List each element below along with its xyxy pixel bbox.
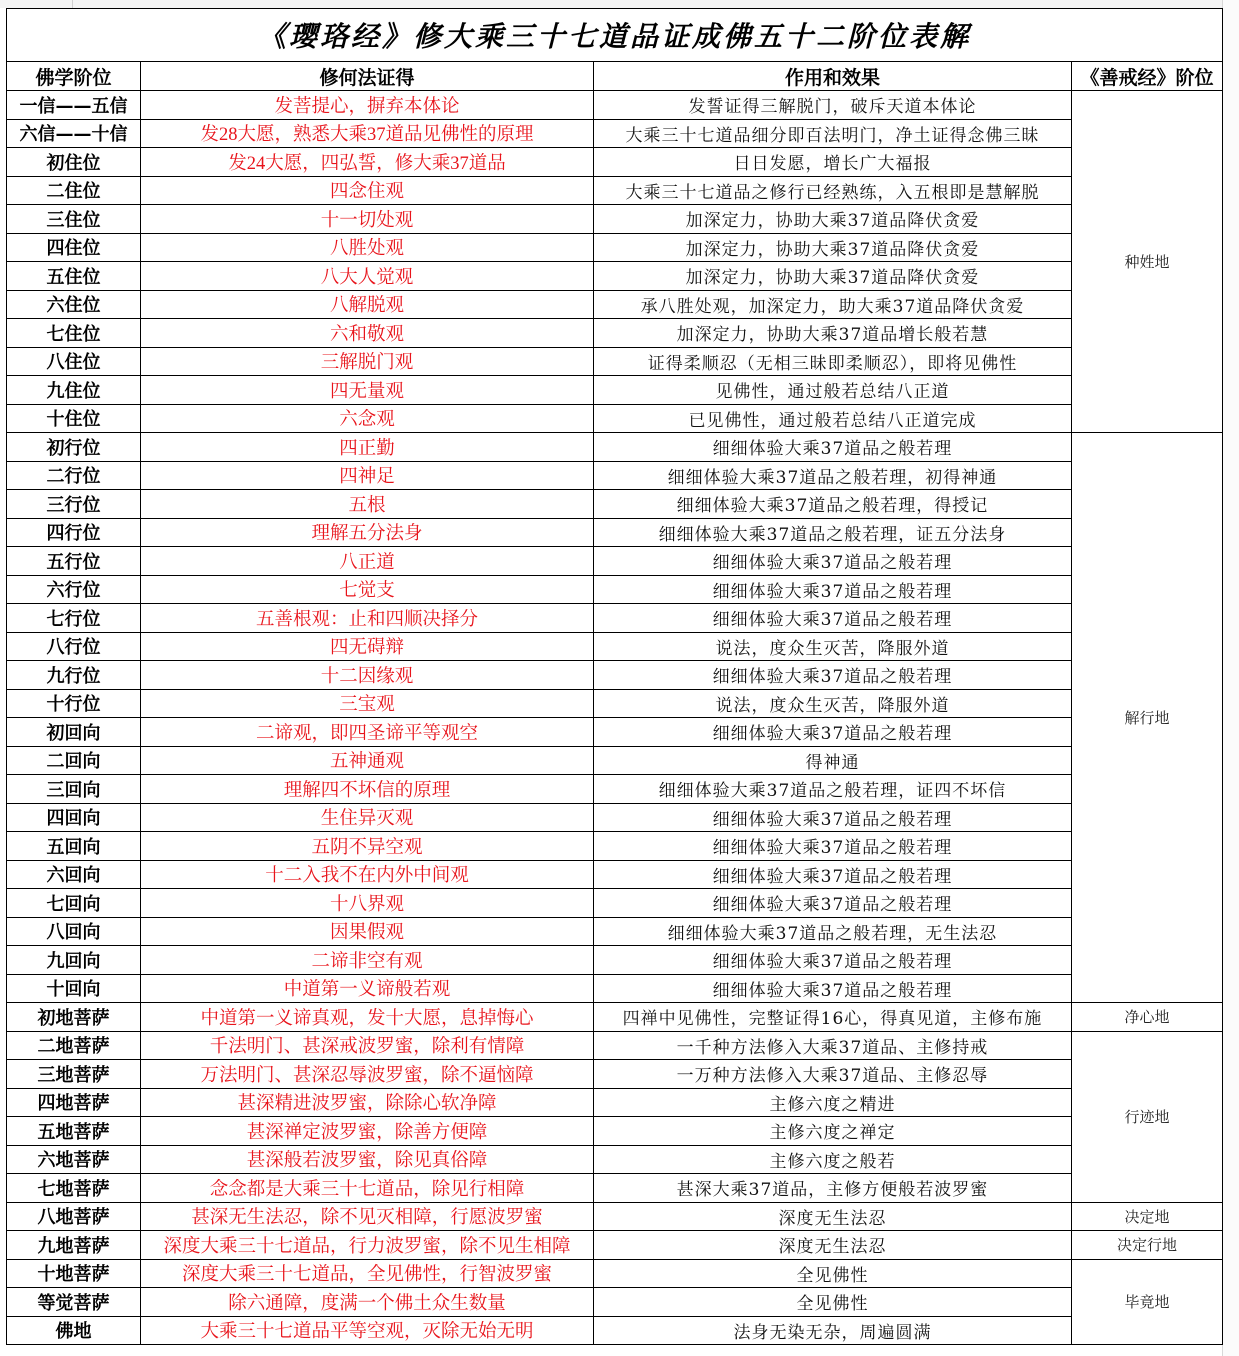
effect-cell[interactable]: 大乘三十七道品细分即百法明门，净土证得念佛三昧 (594, 119, 1072, 148)
stage-cell[interactable]: 三住位 (7, 205, 141, 234)
stage-cell[interactable]: 初回向 (7, 718, 141, 747)
method-cell[interactable]: 甚深无生法忍，除不见灭相障，行愿波罗蜜 (141, 1202, 594, 1231)
method-cell[interactable]: 甚深禅定波罗蜜，除善方便障 (141, 1117, 594, 1146)
stage-cell[interactable]: 八住位 (7, 347, 141, 376)
effect-cell[interactable]: 加深定力，协助大乘37道品降伏贪爱 (594, 233, 1072, 262)
effect-cell[interactable]: 细细体验大乘37道品之般若理 (594, 860, 1072, 889)
table-row (7, 1003, 1223, 1032)
stage-cell[interactable]: 八行位 (7, 632, 141, 661)
effect-cell[interactable]: 全见佛性 (594, 1259, 1072, 1288)
effect-cell[interactable]: 细细体验大乘37道品之般若理，得授记 (594, 490, 1072, 519)
method-cell[interactable]: 七觉支 (141, 575, 594, 604)
stage-cell[interactable]: 二回向 (7, 746, 141, 775)
method-cell[interactable]: 理解四不坏信的原理 (141, 775, 594, 804)
method-cell[interactable]: 八解脱观 (141, 290, 594, 319)
table-row (7, 1259, 1223, 1288)
table-row (7, 661, 1223, 690)
stage-cell[interactable]: 七住位 (7, 319, 141, 348)
effect-cell[interactable]: 细细体验大乘37道品之般若理 (594, 575, 1072, 604)
method-cell[interactable]: 中道第一义谛真观，发十大愿，息掉悔心 (141, 1003, 594, 1032)
table-row (7, 1316, 1223, 1345)
effect-cell[interactable]: 甚深大乘37道品，主修方便般若波罗蜜 (594, 1174, 1072, 1203)
effect-cell[interactable]: 一千种方法修入大乘37道品、主修持戒 (594, 1031, 1072, 1060)
table-row (7, 290, 1223, 319)
effect-cell[interactable]: 证得柔顺忍（无相三昧即柔顺忍），即将见佛性 (594, 347, 1072, 376)
stage-cell[interactable]: 初行位 (7, 433, 141, 462)
table-row (7, 1174, 1223, 1203)
effect-cell[interactable]: 全见佛性 (594, 1288, 1072, 1317)
table-row (7, 689, 1223, 718)
method-cell[interactable]: 中道第一义谛般若观 (141, 974, 594, 1003)
sutra-stage-cell[interactable]: 决定地 (1072, 1202, 1223, 1231)
table-row (7, 974, 1223, 1003)
stage-cell[interactable]: 初地菩萨 (7, 1003, 141, 1032)
method-cell[interactable]: 六念观 (141, 404, 594, 433)
sutra-stage-cell[interactable]: 决定行地 (1072, 1231, 1223, 1260)
method-cell[interactable]: 八胜处观 (141, 233, 594, 262)
method-cell[interactable]: 发菩提心，摒弃本体论 (141, 91, 594, 120)
effect-cell[interactable]: 细细体验大乘37道品之般若理 (594, 974, 1072, 1003)
effect-cell[interactable]: 主修六度之般若 (594, 1145, 1072, 1174)
table-row (7, 946, 1223, 975)
method-cell[interactable]: 除六通障，度满一个佛土众生数量 (141, 1288, 594, 1317)
effect-cell[interactable]: 细细体验大乘37道品之般若理 (594, 661, 1072, 690)
method-cell[interactable]: 大乘三十七道品平等空观，灭除无始无明 (141, 1316, 594, 1345)
stage-cell[interactable]: 九回向 (7, 946, 141, 975)
method-cell[interactable]: 甚深般若波罗蜜，除见真俗障 (141, 1145, 594, 1174)
table-row (7, 461, 1223, 490)
stage-cell[interactable]: 三行位 (7, 490, 141, 519)
effect-cell[interactable]: 说法，度众生灭苦，降服外道 (594, 689, 1072, 718)
stage-cell[interactable]: 五住位 (7, 262, 141, 291)
header-sutra-stage[interactable]: 《善戒经》阶位 (1072, 62, 1223, 91)
stage-cell[interactable]: 二行位 (7, 461, 141, 490)
method-cell[interactable]: 十二入我不在内外中间观 (141, 860, 594, 889)
table-row (7, 233, 1223, 262)
effect-cell[interactable]: 四禅中见佛性，完整证得16心，得真见道，主修布施 (594, 1003, 1072, 1032)
table-row (7, 176, 1223, 205)
table-row (7, 433, 1223, 462)
table-row (7, 832, 1223, 861)
method-cell[interactable]: 二谛非空有观 (141, 946, 594, 975)
effect-cell[interactable]: 大乘三十七道品之修行已经熟练，入五根即是慧解脱 (594, 176, 1072, 205)
stage-cell[interactable]: 四地菩萨 (7, 1088, 141, 1117)
table-row (7, 319, 1223, 348)
stage-cell[interactable]: 二住位 (7, 176, 141, 205)
table-row (7, 1060, 1223, 1089)
method-cell[interactable]: 十八界观 (141, 889, 594, 918)
effect-cell[interactable]: 细细体验大乘37道品之般若理 (594, 889, 1072, 918)
method-cell[interactable]: 发24大愿，四弘誓，修大乘37道品 (141, 148, 594, 177)
stage-cell[interactable]: 六住位 (7, 290, 141, 319)
table-row (7, 119, 1223, 148)
stage-table (6, 8, 1223, 1345)
method-cell[interactable]: 八大人觉观 (141, 262, 594, 291)
table-row (7, 1145, 1223, 1174)
stage-cell[interactable]: 四回向 (7, 803, 141, 832)
method-cell[interactable]: 五善根观：止和四顺决择分 (141, 604, 594, 633)
table-row (7, 718, 1223, 747)
method-cell[interactable]: 四念住观 (141, 176, 594, 205)
table-row (7, 376, 1223, 405)
method-cell[interactable]: 念念都是大乘三十七道品，除见行相障 (141, 1174, 594, 1203)
table-row (7, 490, 1223, 519)
stage-cell[interactable]: 九住位 (7, 376, 141, 405)
effect-cell[interactable]: 细细体验大乘37道品之般若理，证五分法身 (594, 518, 1072, 547)
table-row (7, 917, 1223, 946)
effect-cell[interactable]: 加深定力，协助大乘37道品增长般若慧 (594, 319, 1072, 348)
stage-cell[interactable]: 五行位 (7, 547, 141, 576)
effect-cell[interactable]: 主修六度之禅定 (594, 1117, 1072, 1146)
method-cell[interactable]: 理解五分法身 (141, 518, 594, 547)
stage-cell[interactable]: 四住位 (7, 233, 141, 262)
table-row (7, 148, 1223, 177)
method-cell[interactable]: 八正道 (141, 547, 594, 576)
effect-cell[interactable]: 见佛性，通过般若总结八正道 (594, 376, 1072, 405)
method-cell[interactable]: 五阴不异空观 (141, 832, 594, 861)
method-cell[interactable]: 千法明门、甚深戒波罗蜜，除利有情障 (141, 1031, 594, 1060)
stage-cell[interactable]: 一信——五信 (7, 91, 141, 120)
stage-cell[interactable]: 四行位 (7, 518, 141, 547)
sutra-stage-cell[interactable]: 净心地 (1072, 1003, 1223, 1032)
effect-cell[interactable]: 法身无染无杂，周遍圆满 (594, 1316, 1072, 1345)
method-cell[interactable]: 十一切处观 (141, 205, 594, 234)
table-row (7, 860, 1223, 889)
method-cell[interactable]: 万法明门、甚深忍辱波罗蜜，除不逼恼障 (141, 1060, 594, 1089)
effect-cell[interactable]: 加深定力，协助大乘37道品降伏贪爱 (594, 262, 1072, 291)
effect-cell[interactable]: 细细体验大乘37道品之般若理 (594, 946, 1072, 975)
table-row (7, 1202, 1223, 1231)
effect-cell[interactable]: 细细体验大乘37道品之般若理 (594, 547, 1072, 576)
header-method[interactable]: 修何法证得 (141, 62, 594, 91)
effect-cell[interactable]: 细细体验大乘37道品之般若理 (594, 433, 1072, 462)
effect-cell[interactable]: 深度无生法忍 (594, 1231, 1072, 1260)
table-row (7, 746, 1223, 775)
table-row (7, 1117, 1223, 1146)
table-row (7, 518, 1223, 547)
stage-cell[interactable]: 十回向 (7, 974, 141, 1003)
stage-cell[interactable]: 十地菩萨 (7, 1259, 141, 1288)
method-cell[interactable]: 甚深精进波罗蜜，除除心软净障 (141, 1088, 594, 1117)
effect-cell[interactable]: 一万种方法修入大乘37道品、主修忍辱 (594, 1060, 1072, 1089)
table-row (7, 803, 1223, 832)
method-cell[interactable]: 深度大乘三十七道品，行力波罗蜜，除不见生相障 (141, 1231, 594, 1260)
stage-cell[interactable]: 九地菩萨 (7, 1231, 141, 1260)
method-cell[interactable]: 六和敬观 (141, 319, 594, 348)
stage-cell[interactable]: 六信——十信 (7, 119, 141, 148)
table-row (7, 1088, 1223, 1117)
table-row (7, 775, 1223, 804)
effect-cell[interactable]: 细细体验大乘37道品之般若理 (594, 604, 1072, 633)
effect-cell[interactable]: 细细体验大乘37道品之般若理，初得神通 (594, 461, 1072, 490)
method-cell[interactable]: 深度大乘三十七道品，全见佛性，行智波罗蜜 (141, 1259, 594, 1288)
stage-cell[interactable]: 七行位 (7, 604, 141, 633)
table-row (7, 1031, 1223, 1060)
sutra-stage-cell[interactable]: 行迹地 (1072, 1031, 1223, 1202)
method-cell[interactable]: 四神足 (141, 461, 594, 490)
effect-cell[interactable]: 细细体验大乘37道品之般若理，证四不坏信 (594, 775, 1072, 804)
stage-cell[interactable]: 七地菩萨 (7, 1174, 141, 1203)
table-row (7, 262, 1223, 291)
stage-cell[interactable]: 九行位 (7, 661, 141, 690)
effect-cell[interactable]: 深度无生法忍 (594, 1202, 1072, 1231)
stage-cell[interactable]: 八回向 (7, 917, 141, 946)
stage-cell[interactable]: 六行位 (7, 575, 141, 604)
effect-cell[interactable]: 细细体验大乘37道品之般若理 (594, 803, 1072, 832)
stage-cell[interactable]: 十行位 (7, 689, 141, 718)
method-cell[interactable]: 四正勤 (141, 433, 594, 462)
stage-cell[interactable]: 十住位 (7, 404, 141, 433)
table-row (7, 404, 1223, 433)
effect-cell[interactable]: 日日发愿，增长广大福报 (594, 148, 1072, 177)
stage-cell[interactable]: 七回向 (7, 889, 141, 918)
stage-cell[interactable]: 佛地 (7, 1316, 141, 1345)
method-cell[interactable]: 十二因缘观 (141, 661, 594, 690)
effect-cell[interactable]: 说法，度众生灭苦，降服外道 (594, 632, 1072, 661)
table-row (7, 889, 1223, 918)
stage-cell[interactable]: 八地菩萨 (7, 1202, 141, 1231)
table-row (7, 91, 1223, 120)
table-row (7, 1231, 1223, 1260)
method-cell[interactable]: 五根 (141, 490, 594, 519)
method-cell[interactable]: 三宝观 (141, 689, 594, 718)
stage-cell[interactable]: 五地菩萨 (7, 1117, 141, 1146)
table-row (7, 205, 1223, 234)
effect-cell[interactable]: 细细体验大乘37道品之般若理 (594, 832, 1072, 861)
method-cell[interactable]: 四无量观 (141, 376, 594, 405)
effect-cell[interactable]: 发誓证得三解脱门，破斥天道本体论 (594, 91, 1072, 120)
method-cell[interactable]: 三解脱门观 (141, 347, 594, 376)
effect-cell[interactable]: 加深定力，协助大乘37道品降伏贪爱 (594, 205, 1072, 234)
sutra-stage-cell[interactable]: 毕竟地 (1072, 1259, 1223, 1345)
effect-cell[interactable]: 已见佛性，通过般若总结八正道完成 (594, 404, 1072, 433)
stage-cell[interactable]: 五回向 (7, 832, 141, 861)
table-title[interactable]: 《璎珞经》修大乘三十七道品证成佛五十二阶位表解 (7, 9, 1223, 62)
spreadsheet-top-strip (0, 0, 1239, 8)
table-row (7, 347, 1223, 376)
method-cell[interactable]: 因果假观 (141, 917, 594, 946)
spreadsheet-right-margin (1222, 0, 1239, 1356)
table-row (7, 547, 1223, 576)
effect-cell[interactable]: 承八胜处观，加深定力，助大乘37道品降伏贪爱 (594, 290, 1072, 319)
sutra-stage-cell[interactable]: 解行地 (1072, 433, 1223, 1003)
stage-cell[interactable]: 二地菩萨 (7, 1031, 141, 1060)
stage-cell[interactable]: 六回向 (7, 860, 141, 889)
effect-cell[interactable]: 主修六度之精进 (594, 1088, 1072, 1117)
table-row (7, 632, 1223, 661)
method-cell[interactable]: 发28大愿，熟悉大乘37道品见佛性的原理 (141, 119, 594, 148)
header-effect[interactable]: 作用和效果 (594, 62, 1072, 91)
stage-cell[interactable]: 等觉菩萨 (7, 1288, 141, 1317)
effect-cell[interactable]: 得神通 (594, 746, 1072, 775)
table-row (7, 1288, 1223, 1317)
stage-cell[interactable]: 初住位 (7, 148, 141, 177)
method-cell[interactable]: 生住异灭观 (141, 803, 594, 832)
table-row (7, 575, 1223, 604)
header-stage[interactable]: 佛学阶位 (7, 62, 141, 91)
method-cell[interactable]: 二谛观，即四圣谛平等观空 (141, 718, 594, 747)
stage-cell[interactable]: 三地菩萨 (7, 1060, 141, 1089)
method-cell[interactable]: 五神通观 (141, 746, 594, 775)
table-row (7, 604, 1223, 633)
method-cell[interactable]: 四无碍辩 (141, 632, 594, 661)
stage-cell[interactable]: 三回向 (7, 775, 141, 804)
column-divider (72, 0, 73, 8)
effect-cell[interactable]: 细细体验大乘37道品之般若理，无生法忍 (594, 917, 1072, 946)
effect-cell[interactable]: 细细体验大乘37道品之般若理 (594, 718, 1072, 747)
sutra-stage-cell[interactable]: 种姓地 (1072, 91, 1223, 433)
stage-cell[interactable]: 六地菩萨 (7, 1145, 141, 1174)
